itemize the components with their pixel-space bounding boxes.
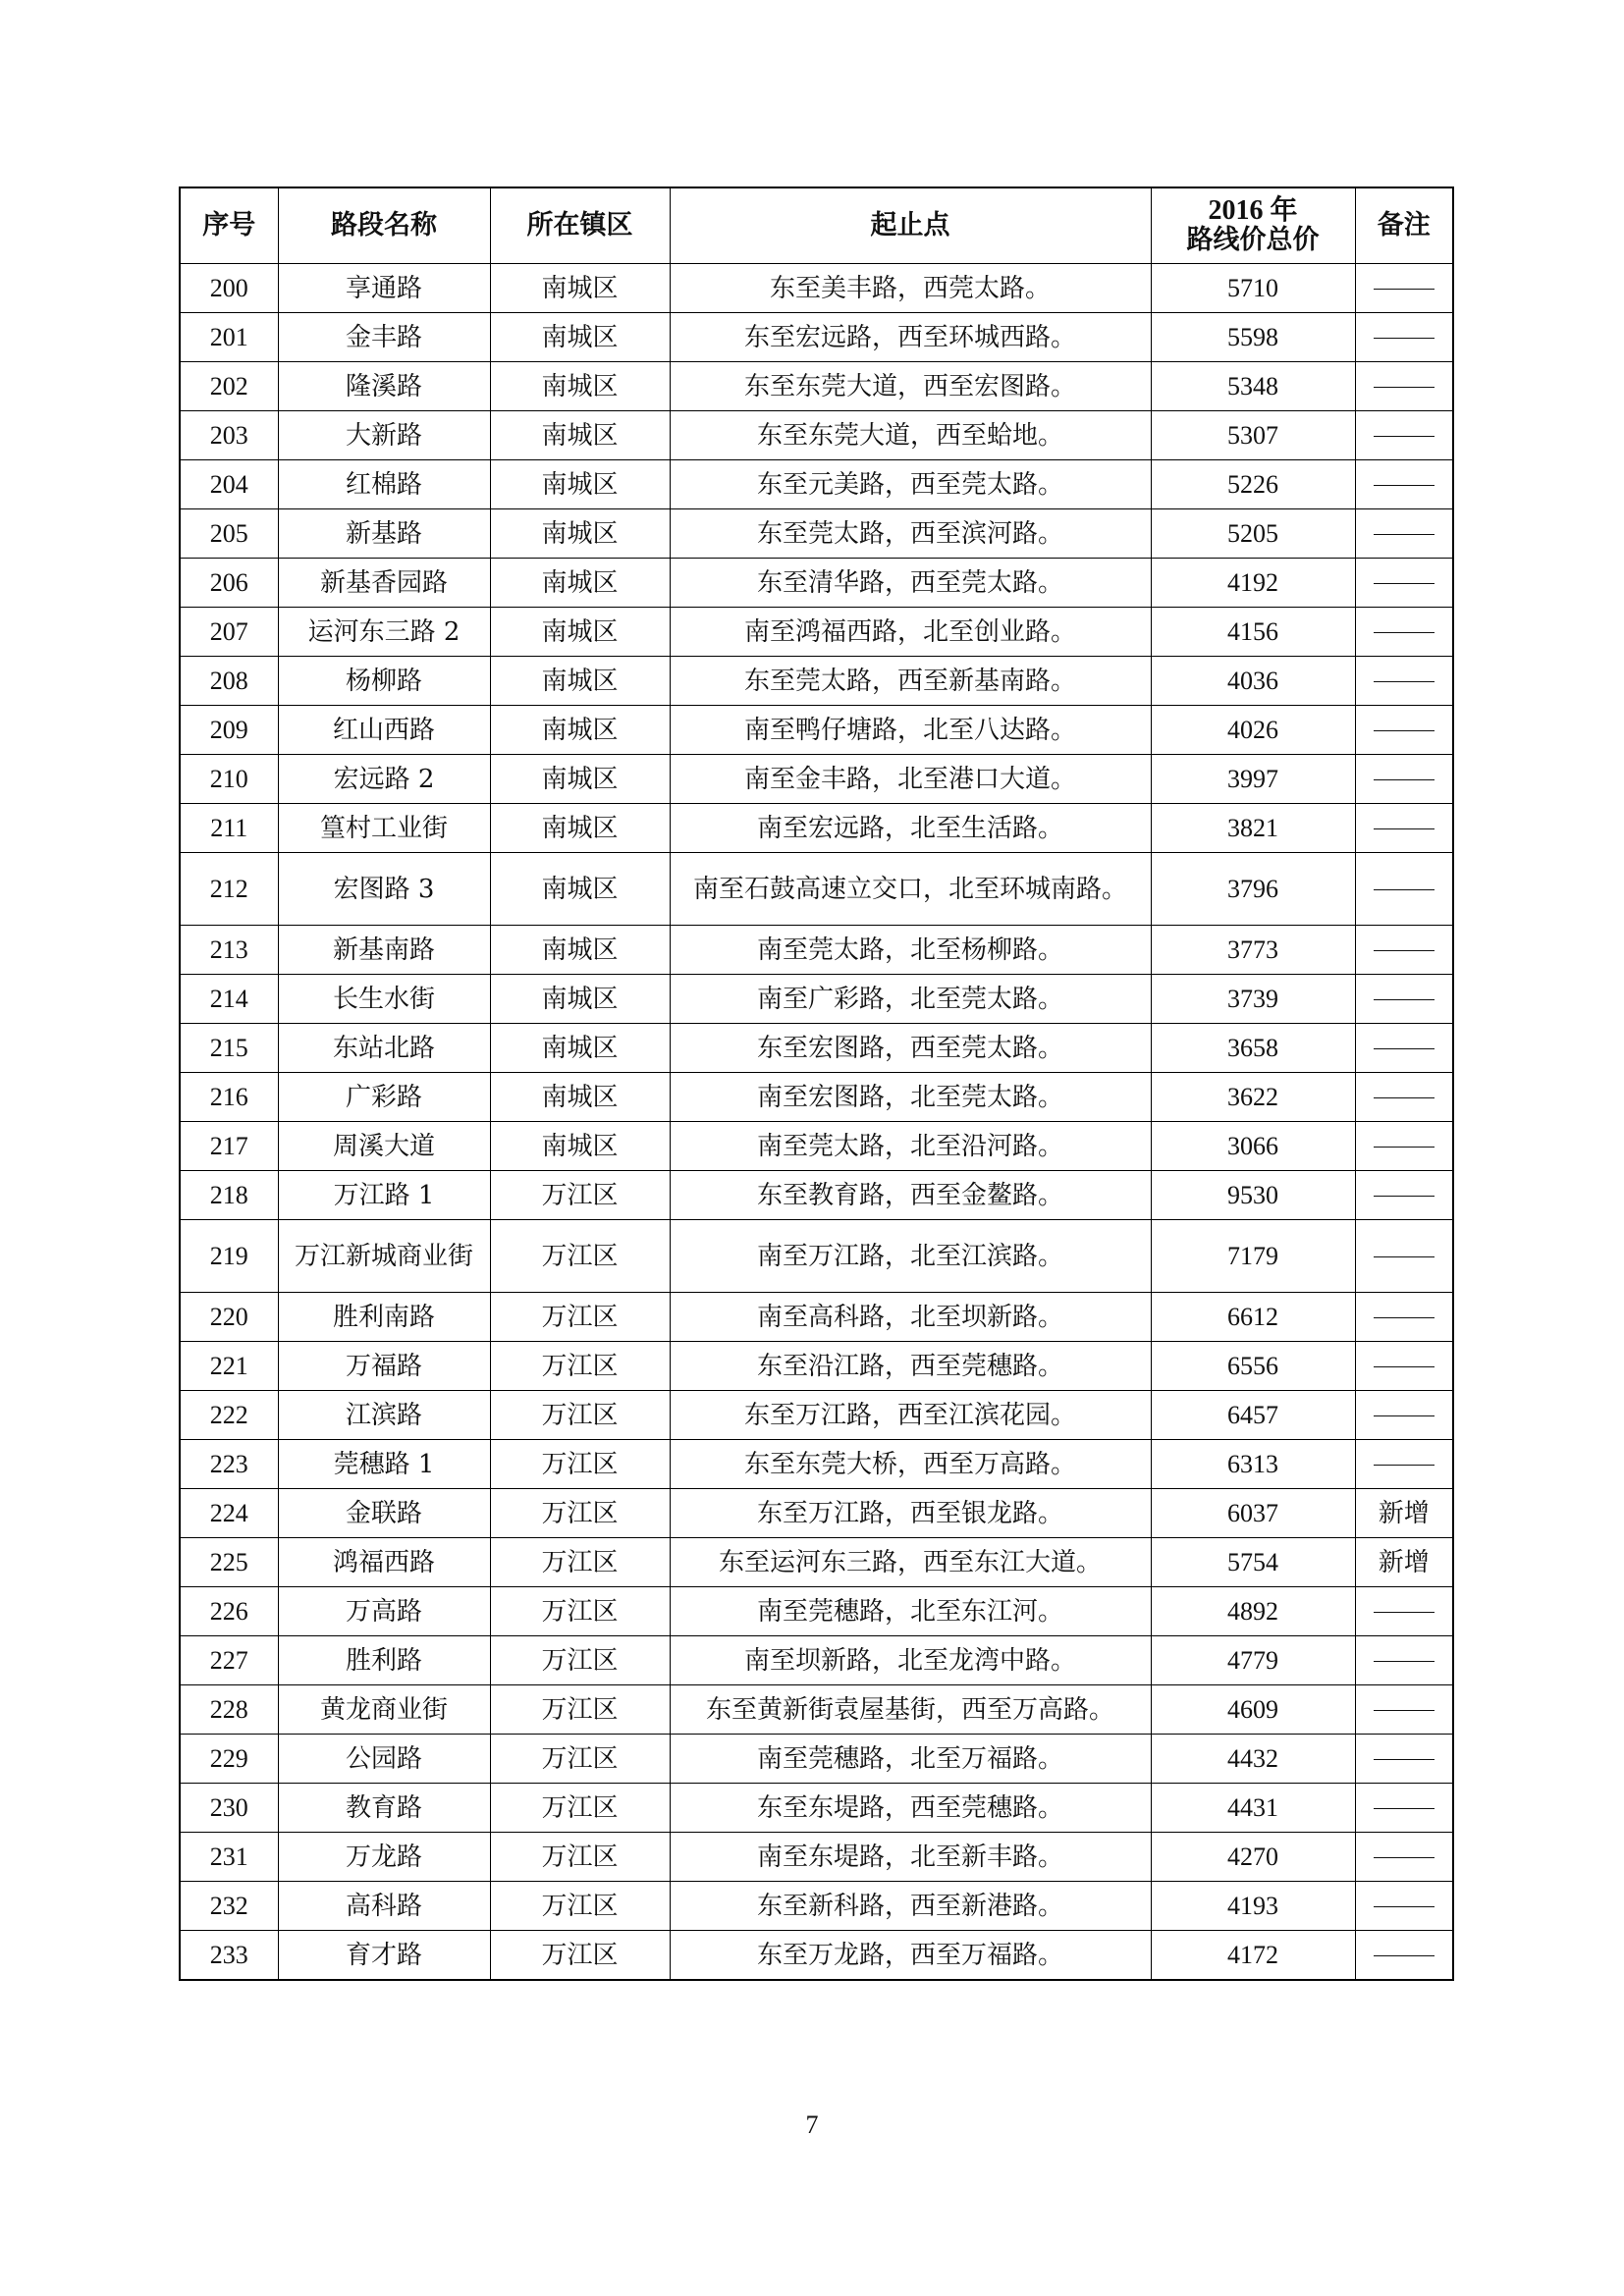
remark-dash xyxy=(1374,1256,1435,1257)
cell-remark xyxy=(1355,657,1453,706)
cell-no: 204 xyxy=(180,460,278,509)
cell-start-end-points: 南至广彩路，北至莞太路。 xyxy=(670,975,1151,1024)
cell-start-end-points: 东至黄新街袁屋基街，西至万高路。 xyxy=(670,1685,1151,1735)
cell-start-end-points: 东至东堤路，西至莞穗路。 xyxy=(670,1784,1151,1833)
cell-remark xyxy=(1355,853,1453,926)
cell-start-end-points: 南至石鼓高速立交口，北至环城南路。 xyxy=(670,853,1151,926)
cell-road-name: 篁村工业街 xyxy=(278,804,490,853)
cell-road-name: 育才路 xyxy=(278,1931,490,1981)
cell-price: 5754 xyxy=(1151,1538,1355,1587)
cell-district: 南城区 xyxy=(490,362,670,411)
cell-no: 218 xyxy=(180,1171,278,1220)
cell-price: 4193 xyxy=(1151,1882,1355,1931)
cell-no: 227 xyxy=(180,1636,278,1685)
table-row xyxy=(180,1931,1453,1981)
table-row xyxy=(180,608,1453,657)
cell-district: 南城区 xyxy=(490,1122,670,1171)
cell-price: 5307 xyxy=(1151,411,1355,460)
cell-start-end-points: 南至鸭仔塘路，北至八达路。 xyxy=(670,706,1151,755)
table-row xyxy=(180,1024,1453,1073)
remark-dash xyxy=(1374,1612,1435,1613)
cell-road-name: 隆溪路 xyxy=(278,362,490,411)
table-row xyxy=(180,313,1453,362)
cell-no: 232 xyxy=(180,1882,278,1931)
remark-dash xyxy=(1374,1048,1435,1049)
remark-dash xyxy=(1374,1317,1435,1318)
table-row xyxy=(180,1538,1453,1587)
table-row xyxy=(180,1735,1453,1784)
cell-start-end-points: 南至宏远路，北至生活路。 xyxy=(670,804,1151,853)
cell-remark xyxy=(1355,1391,1453,1440)
cell-road-name: 东站北路 xyxy=(278,1024,490,1073)
remark-dash xyxy=(1374,1710,1435,1711)
cell-remark xyxy=(1355,975,1453,1024)
cell-start-end-points: 东至东莞大道，西至宏图路。 xyxy=(670,362,1151,411)
cell-start-end-points: 东至万江路，西至江滨花园。 xyxy=(670,1391,1151,1440)
cell-price: 4270 xyxy=(1151,1833,1355,1882)
cell-district: 万江区 xyxy=(490,1342,670,1391)
cell-remark xyxy=(1355,1931,1453,1981)
cell-price: 4026 xyxy=(1151,706,1355,755)
cell-district: 万江区 xyxy=(490,1685,670,1735)
table-row xyxy=(180,1220,1453,1293)
table-row xyxy=(180,1171,1453,1220)
table-row xyxy=(180,755,1453,804)
table-row xyxy=(180,657,1453,706)
cell-road-name: 教育路 xyxy=(278,1784,490,1833)
cell-road-name: 金联路 xyxy=(278,1489,490,1538)
cell-start-end-points: 南至宏图路，北至莞太路。 xyxy=(670,1073,1151,1122)
cell-price: 6556 xyxy=(1151,1342,1355,1391)
remark-dash xyxy=(1374,1196,1435,1197)
table-row xyxy=(180,1587,1453,1636)
cell-remark xyxy=(1355,313,1453,362)
cell-no: 223 xyxy=(180,1440,278,1489)
table-row xyxy=(180,975,1453,1024)
cell-road-name: 胜利路 xyxy=(278,1636,490,1685)
cell-price: 4156 xyxy=(1151,608,1355,657)
cell-price: 4431 xyxy=(1151,1784,1355,1833)
cell-price: 3997 xyxy=(1151,755,1355,804)
cell-price: 5598 xyxy=(1151,313,1355,362)
cell-price: 3821 xyxy=(1151,804,1355,853)
cell-no: 210 xyxy=(180,755,278,804)
cell-road-name: 黄龙商业街 xyxy=(278,1685,490,1735)
cell-district: 南城区 xyxy=(490,313,670,362)
cell-district: 南城区 xyxy=(490,657,670,706)
cell-no: 208 xyxy=(180,657,278,706)
cell-district: 南城区 xyxy=(490,559,670,608)
cell-road-name: 新基路 xyxy=(278,509,490,559)
cell-remark xyxy=(1355,608,1453,657)
cell-district: 万江区 xyxy=(490,1833,670,1882)
cell-remark xyxy=(1355,1440,1453,1489)
cell-no: 214 xyxy=(180,975,278,1024)
cell-start-end-points: 东至运河东三路，西至东江大道。 xyxy=(670,1538,1151,1587)
cell-district: 万江区 xyxy=(490,1636,670,1685)
header-remark: 备注 xyxy=(1355,187,1453,264)
cell-start-end-points: 东至宏图路，西至莞太路。 xyxy=(670,1024,1151,1073)
table-row xyxy=(180,706,1453,755)
cell-start-end-points: 南至金丰路，北至港口大道。 xyxy=(670,755,1151,804)
remark-dash xyxy=(1374,632,1435,633)
cell-no: 220 xyxy=(180,1293,278,1342)
table-body xyxy=(180,264,1453,1981)
cell-road-name: 江滨路 xyxy=(278,1391,490,1440)
remark-dash xyxy=(1374,436,1435,437)
cell-start-end-points: 东至元美路，西至莞太路。 xyxy=(670,460,1151,509)
cell-district: 万江区 xyxy=(490,1882,670,1931)
cell-district: 南城区 xyxy=(490,1024,670,1073)
cell-district: 万江区 xyxy=(490,1440,670,1489)
cell-no: 225 xyxy=(180,1538,278,1587)
cell-start-end-points: 南至莞太路，北至杨柳路。 xyxy=(670,926,1151,975)
cell-price: 4036 xyxy=(1151,657,1355,706)
cell-road-name: 莞穗路 1 xyxy=(278,1440,490,1489)
remark-dash xyxy=(1374,681,1435,682)
cell-start-end-points: 南至东堤路，北至新丰路。 xyxy=(670,1833,1151,1882)
cell-district: 万江区 xyxy=(490,1293,670,1342)
cell-no: 216 xyxy=(180,1073,278,1122)
cell-price: 9530 xyxy=(1151,1171,1355,1220)
cell-no: 205 xyxy=(180,509,278,559)
cell-price: 5205 xyxy=(1151,509,1355,559)
cell-district: 万江区 xyxy=(490,1931,670,1981)
cell-start-end-points: 东至宏远路，西至环城西路。 xyxy=(670,313,1151,362)
cell-no: 229 xyxy=(180,1735,278,1784)
cell-start-end-points: 东至清华路，西至莞太路。 xyxy=(670,559,1151,608)
road-price-table xyxy=(179,187,1454,1981)
cell-road-name: 运河东三路 2 xyxy=(278,608,490,657)
cell-district: 南城区 xyxy=(490,1073,670,1122)
cell-start-end-points: 东至万龙路，西至万福路。 xyxy=(670,1931,1151,1981)
remark-dash xyxy=(1374,583,1435,584)
table-row xyxy=(180,1293,1453,1342)
header-points: 起止点 xyxy=(670,187,1151,264)
cell-road-name: 金丰路 xyxy=(278,313,490,362)
cell-road-name: 高科路 xyxy=(278,1882,490,1931)
cell-road-name: 万江路 1 xyxy=(278,1171,490,1220)
remark-dash xyxy=(1374,1906,1435,1907)
table-row xyxy=(180,1833,1453,1882)
cell-remark xyxy=(1355,362,1453,411)
cell-no: 224 xyxy=(180,1489,278,1538)
cell-district: 万江区 xyxy=(490,1735,670,1784)
cell-start-end-points: 东至新科路，西至新港路。 xyxy=(670,1882,1151,1931)
cell-road-name: 公园路 xyxy=(278,1735,490,1784)
cell-remark: 新增 xyxy=(1355,1538,1453,1587)
cell-district: 南城区 xyxy=(490,926,670,975)
cell-remark xyxy=(1355,1024,1453,1073)
cell-road-name: 胜利南路 xyxy=(278,1293,490,1342)
cell-no: 215 xyxy=(180,1024,278,1073)
cell-district: 南城区 xyxy=(490,755,670,804)
cell-remark xyxy=(1355,1587,1453,1636)
table-row xyxy=(180,1882,1453,1931)
cell-district: 南城区 xyxy=(490,706,670,755)
cell-start-end-points: 南至莞穗路，北至东江河。 xyxy=(670,1587,1151,1636)
cell-district: 万江区 xyxy=(490,1489,670,1538)
table-row xyxy=(180,362,1453,411)
cell-start-end-points: 南至万江路，北至江滨路。 xyxy=(670,1220,1151,1293)
cell-no: 226 xyxy=(180,1587,278,1636)
cell-district: 南城区 xyxy=(490,411,670,460)
cell-district: 南城区 xyxy=(490,608,670,657)
table-row xyxy=(180,1440,1453,1489)
cell-road-name: 新基香园路 xyxy=(278,559,490,608)
cell-remark xyxy=(1355,411,1453,460)
cell-road-name: 大新路 xyxy=(278,411,490,460)
table-row xyxy=(180,853,1453,926)
cell-road-name: 万福路 xyxy=(278,1342,490,1391)
cell-start-end-points: 东至东莞大桥，西至万高路。 xyxy=(670,1440,1151,1489)
cell-remark xyxy=(1355,706,1453,755)
table-row xyxy=(180,411,1453,460)
cell-district: 万江区 xyxy=(490,1220,670,1293)
table-row xyxy=(180,1122,1453,1171)
remark-dash xyxy=(1374,485,1435,486)
cell-remark xyxy=(1355,1171,1453,1220)
cell-start-end-points: 东至万江路，西至银龙路。 xyxy=(670,1489,1151,1538)
cell-remark xyxy=(1355,264,1453,313)
cell-price: 6457 xyxy=(1151,1391,1355,1440)
cell-price: 7179 xyxy=(1151,1220,1355,1293)
cell-remark xyxy=(1355,755,1453,804)
cell-remark xyxy=(1355,1784,1453,1833)
cell-price: 4172 xyxy=(1151,1931,1355,1981)
cell-no: 211 xyxy=(180,804,278,853)
remark-dash xyxy=(1374,1955,1435,1956)
cell-district: 万江区 xyxy=(490,1784,670,1833)
cell-remark xyxy=(1355,1636,1453,1685)
cell-price: 3066 xyxy=(1151,1122,1355,1171)
cell-remark xyxy=(1355,1073,1453,1122)
remark-dash xyxy=(1374,1147,1435,1148)
cell-remark xyxy=(1355,1882,1453,1931)
remark-dash xyxy=(1374,779,1435,780)
cell-price: 3658 xyxy=(1151,1024,1355,1073)
remark-dash xyxy=(1374,999,1435,1000)
table-row xyxy=(180,1073,1453,1122)
cell-district: 万江区 xyxy=(490,1587,670,1636)
table-row xyxy=(180,804,1453,853)
table-row xyxy=(180,460,1453,509)
cell-start-end-points: 南至高科路，北至坝新路。 xyxy=(670,1293,1151,1342)
cell-road-name: 红山西路 xyxy=(278,706,490,755)
cell-no: 206 xyxy=(180,559,278,608)
table-row xyxy=(180,1489,1453,1538)
cell-no: 201 xyxy=(180,313,278,362)
cell-road-name: 万江新城商业街 xyxy=(278,1220,490,1293)
cell-no: 213 xyxy=(180,926,278,975)
cell-remark xyxy=(1355,1685,1453,1735)
cell-no: 222 xyxy=(180,1391,278,1440)
cell-remark xyxy=(1355,1735,1453,1784)
remark-dash xyxy=(1374,534,1435,535)
cell-district: 南城区 xyxy=(490,804,670,853)
cell-road-name: 鸿福西路 xyxy=(278,1538,490,1587)
cell-road-name: 万高路 xyxy=(278,1587,490,1636)
header-price xyxy=(1151,187,1355,264)
cell-road-name: 享通路 xyxy=(278,264,490,313)
remark-dash xyxy=(1374,289,1435,290)
remark-dash xyxy=(1374,1759,1435,1760)
cell-price: 4192 xyxy=(1151,559,1355,608)
cell-price: 5710 xyxy=(1151,264,1355,313)
cell-district: 南城区 xyxy=(490,509,670,559)
table-row xyxy=(180,264,1453,313)
cell-price: 6612 xyxy=(1151,1293,1355,1342)
remark-dash xyxy=(1374,338,1435,339)
cell-road-name: 宏远路 2 xyxy=(278,755,490,804)
cell-price: 6313 xyxy=(1151,1440,1355,1489)
table-row xyxy=(180,926,1453,975)
table-row xyxy=(180,1685,1453,1735)
remark-dash xyxy=(1374,1661,1435,1662)
cell-no: 228 xyxy=(180,1685,278,1735)
cell-remark xyxy=(1355,804,1453,853)
cell-no: 230 xyxy=(180,1784,278,1833)
cell-district: 南城区 xyxy=(490,264,670,313)
cell-start-end-points: 南至莞穗路，北至万福路。 xyxy=(670,1735,1151,1784)
cell-road-name: 周溪大道 xyxy=(278,1122,490,1171)
cell-price: 3739 xyxy=(1151,975,1355,1024)
cell-no: 203 xyxy=(180,411,278,460)
remark-dash xyxy=(1374,730,1435,731)
cell-road-name: 新基南路 xyxy=(278,926,490,975)
cell-remark xyxy=(1355,1122,1453,1171)
cell-no: 209 xyxy=(180,706,278,755)
cell-remark xyxy=(1355,1342,1453,1391)
cell-district: 南城区 xyxy=(490,975,670,1024)
cell-start-end-points: 东至教育路，西至金鳌路。 xyxy=(670,1171,1151,1220)
cell-district: 万江区 xyxy=(490,1538,670,1587)
table-row xyxy=(180,1784,1453,1833)
cell-start-end-points: 东至美丰路，西莞太路。 xyxy=(670,264,1151,313)
cell-road-name: 广彩路 xyxy=(278,1073,490,1122)
cell-price: 4609 xyxy=(1151,1685,1355,1735)
cell-start-end-points: 东至莞太路，西至新基南路。 xyxy=(670,657,1151,706)
cell-no: 219 xyxy=(180,1220,278,1293)
cell-start-end-points: 南至坝新路，北至龙湾中路。 xyxy=(670,1636,1151,1685)
remark-dash xyxy=(1374,889,1435,890)
cell-no: 231 xyxy=(180,1833,278,1882)
cell-price: 3622 xyxy=(1151,1073,1355,1122)
remark-dash xyxy=(1374,1808,1435,1809)
cell-road-name: 红棉路 xyxy=(278,460,490,509)
cell-start-end-points: 东至莞太路，西至滨河路。 xyxy=(670,509,1151,559)
cell-no: 200 xyxy=(180,264,278,313)
cell-road-name: 杨柳路 xyxy=(278,657,490,706)
cell-price: 5226 xyxy=(1151,460,1355,509)
cell-remark xyxy=(1355,926,1453,975)
remark-dash xyxy=(1374,1097,1435,1098)
cell-no: 212 xyxy=(180,853,278,926)
remark-dash xyxy=(1374,1465,1435,1466)
cell-price: 5348 xyxy=(1151,362,1355,411)
remark-dash xyxy=(1374,1857,1435,1858)
cell-price: 3796 xyxy=(1151,853,1355,926)
cell-district: 南城区 xyxy=(490,460,670,509)
cell-start-end-points: 东至东莞大道，西至蛤地。 xyxy=(670,411,1151,460)
cell-price: 6037 xyxy=(1151,1489,1355,1538)
remark-dash xyxy=(1374,828,1435,829)
header-no: 序号 xyxy=(180,187,278,264)
cell-price: 4892 xyxy=(1151,1587,1355,1636)
table-row xyxy=(180,1342,1453,1391)
cell-start-end-points: 南至鸿福西路，北至创业路。 xyxy=(670,608,1151,657)
header-price-line1: 2016 年 xyxy=(1208,195,1298,226)
remark-dash xyxy=(1374,1366,1435,1367)
cell-remark xyxy=(1355,559,1453,608)
cell-no: 221 xyxy=(180,1342,278,1391)
cell-no: 202 xyxy=(180,362,278,411)
cell-road-name: 宏图路 3 xyxy=(278,853,490,926)
cell-road-name: 万龙路 xyxy=(278,1833,490,1882)
cell-price: 4779 xyxy=(1151,1636,1355,1685)
header-name: 路段名称 xyxy=(278,187,490,264)
remark-dash xyxy=(1374,387,1435,388)
cell-start-end-points: 南至莞太路，北至沿河路。 xyxy=(670,1122,1151,1171)
cell-remark xyxy=(1355,1833,1453,1882)
cell-no: 217 xyxy=(180,1122,278,1171)
cell-remark xyxy=(1355,509,1453,559)
cell-remark: 新增 xyxy=(1355,1489,1453,1538)
cell-district: 南城区 xyxy=(490,853,670,926)
table-row xyxy=(180,559,1453,608)
cell-start-end-points: 东至沿江路，西至莞穗路。 xyxy=(670,1342,1151,1391)
cell-district: 万江区 xyxy=(490,1391,670,1440)
remark-dash xyxy=(1374,1415,1435,1416)
header-district: 所在镇区 xyxy=(490,187,670,264)
cell-remark xyxy=(1355,1293,1453,1342)
table-row xyxy=(180,509,1453,559)
cell-price: 3773 xyxy=(1151,926,1355,975)
cell-no: 233 xyxy=(180,1931,278,1981)
cell-remark xyxy=(1355,460,1453,509)
cell-price: 4432 xyxy=(1151,1735,1355,1784)
cell-no: 207 xyxy=(180,608,278,657)
header-price-line2: 路线价总价 xyxy=(1186,225,1320,255)
table-header-row xyxy=(180,187,1453,264)
page-number: 7 xyxy=(805,2110,819,2139)
cell-district: 万江区 xyxy=(490,1171,670,1220)
cell-road-name: 长生水街 xyxy=(278,975,490,1024)
table-row xyxy=(180,1391,1453,1440)
cell-remark xyxy=(1355,1220,1453,1293)
remark-dash xyxy=(1374,950,1435,951)
table-row xyxy=(180,1636,1453,1685)
